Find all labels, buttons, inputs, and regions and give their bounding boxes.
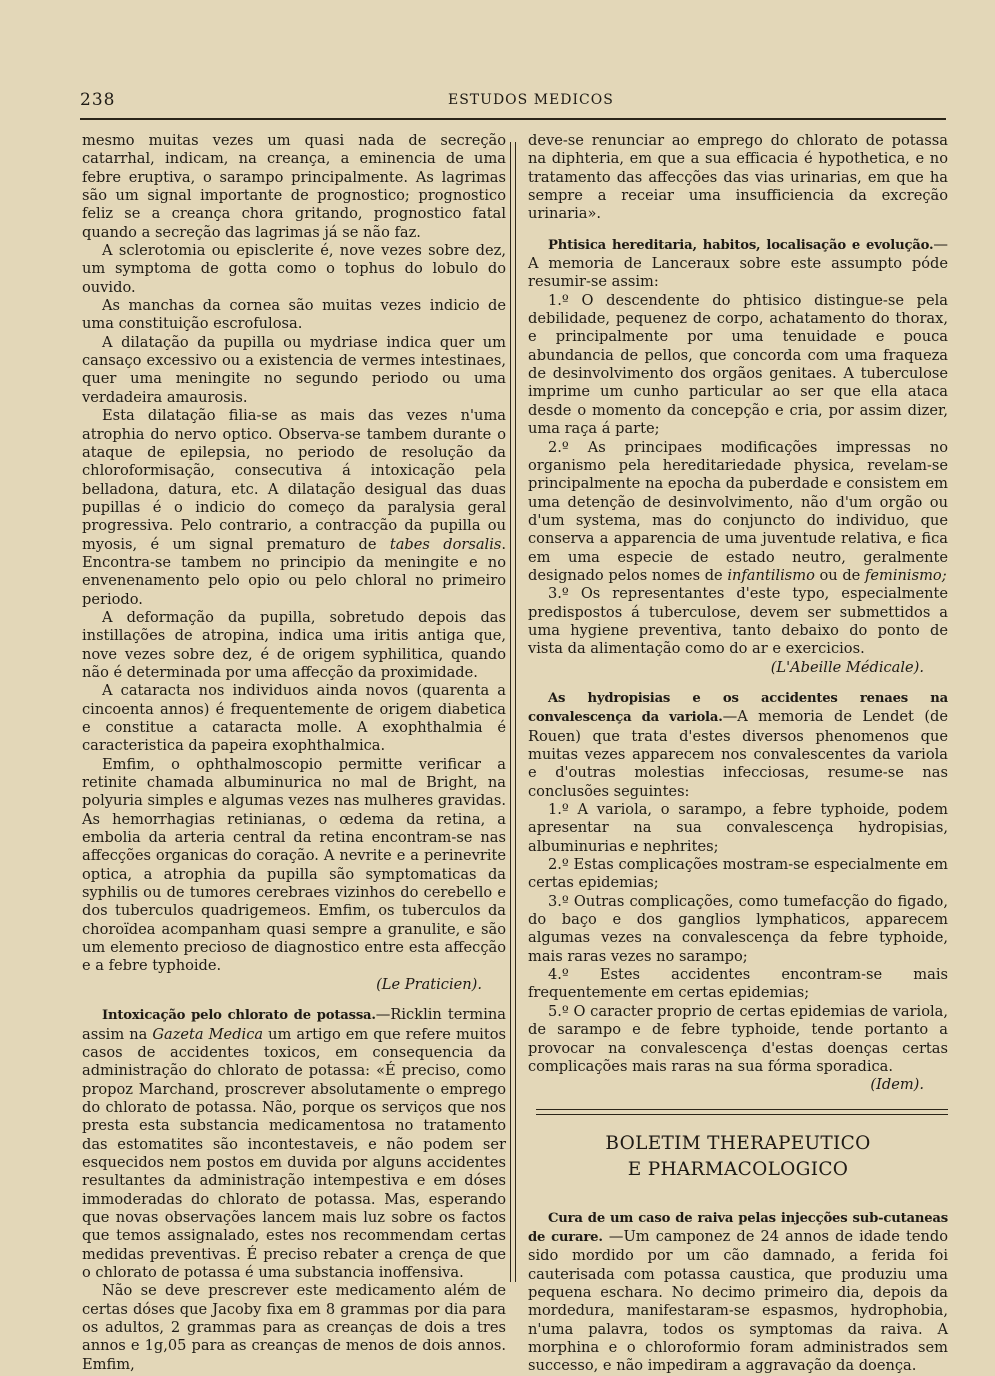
- paragraph: 2.º Estas complicações mostram-se especialmente em certas epidemias;: [528, 856, 948, 892]
- paragraph-text: —A memoria de Lanceraux sobre este assumpto póde resumir-se assim:: [528, 235, 948, 291]
- column-divider: [510, 142, 516, 1282]
- left-column: [82, 132, 506, 1374]
- header-rule: [80, 118, 946, 120]
- source-citation: (Le Praticien).: [376, 975, 482, 993]
- paragraph-text: 2.º As principaes modificações impressas no organismo pela hereditariedade physica, revelam-se principalmente na epocha da puberdade e consistem em uma detenção de desinvolvimento, não d'um orgão ou d'um systema, mas do conjuncto do individuo, que conserva a apparencia de uma juventude relativa, e fica em uma especie de estado neutro, geralmente designado pelos nomes de: [528, 438, 948, 584]
- paragraph-text: —Ricklin termina assim na: [82, 1006, 506, 1043]
- article-lead: Phtisica hereditaria, habitos, localisação e evolução.: [548, 237, 934, 253]
- paragraph: 1.º A variola, o sarampo, a febre typhoide, podem apresentar na sua convalescença hydropisias, albuminurias e nephrites;: [528, 801, 948, 855]
- paragraph: As manchas da cornea são muitas vezes indicio de uma constituição escrofulosa.: [82, 297, 506, 333]
- paragraph: [528, 1209, 948, 1376]
- section-header: [528, 1109, 948, 1209]
- article-lead: Intoxicação pelo chlorato de potassa.: [102, 1008, 376, 1024]
- paragraph-text: ou de: [819, 566, 861, 584]
- paragraph: 5.º O caracter proprio de certas epidemias de variola, de sarampo e de febre typhoide, tende portanto a provocar na convalescença d'estas doenças certas complicações mais raras na sua fórma sporadica.: [528, 1002, 948, 1075]
- section-title-line-2: E PHARMACOLOGICO: [627, 1158, 849, 1180]
- paragraph-text: Esta dilatação filia-se as mais das vezes n'uma atrophia do nervo optico. Observa-se tambem durante o ataque de epilepsia, no periodo de resolução da chloroformisação, consecutiva á intoxicação pela belladona, datura, etc. A dilatação desigual das duas pupillas é o indicio do começo da paralysia geral progressiva. Pelo contrario, a contracção da pupilla ou myosis, é um signal prematuro de: [82, 407, 506, 553]
- italic-term: tabes dorsalis: [389, 535, 502, 553]
- paragraph: deve-se renunciar ao emprego do chlorato de potassa na diphteria, em que a sua efficacia é hypothetica, e no tratamento das affecções das vias urinarias, em que ha sempre a receiar uma insufficiencia da excreção urinaria».: [528, 132, 948, 223]
- article-lead: As hydropisias e os accidentes renaes na convalescença da variola.: [528, 690, 948, 726]
- italic-term: infantilismo: [727, 566, 815, 584]
- article-lead: Cura de um caso de raiva pelas injecções sub-cutaneas de curare.: [528, 1210, 948, 1245]
- italic-term: Gazeta Medica: [152, 1025, 264, 1043]
- paragraph: mesmo muitas vezes um quasi nada de secreção catarrhal, indicam, na creança, a eminencia de uma febre eruptiva, o sarampo principalmente. As lagrimas são um signal importante de prognostico; prognostico feliz se a creança chora gritando, prognostico fatal quando a secreção das lagrimas já se não faz.: [82, 132, 506, 241]
- paragraph: 3.º Os representantes d'este typo, especialmente predispostos á tuberculose, devem ser submettidos a uma hygiene preventiva, tanto debaixo do ponto de vista da alimentação como do ar e exercicios.: [528, 585, 948, 658]
- source-citation: (L'Abeille Médicale).: [770, 658, 924, 676]
- paragraph: 4.º Estes accidentes encontram-se mais frequentemente em certas epidemias;: [528, 966, 948, 1002]
- paragraph: [82, 407, 506, 609]
- italic-term: feminismo;: [864, 566, 947, 584]
- page-header: [80, 86, 946, 114]
- paragraph: Emfim, o ophthalmoscopio permitte verificar a retinite chamada albuminurica no mal de Bright, na polyuria simples e algumas vezes nas mulheres gravidas. As hemorrhagias retinianas, o œdema da retina, a embolia da arteria central da retina encontram-se nas affecções organicas do coração. A nevrite e a perinevrite optica, a atrophia da pupilla são symptomaticas da syphilis ou de tumores cerebraes vizinhos do cerebello e dos tuberculos quadrigemeos. Emfim, os tuberculos da choroïdea acompanham quasi sempre a granulite, e são um elemento precioso de diagnostico entre esta affecção e a febre typhoide.: [82, 755, 506, 975]
- paragraph: 3.º Outras complicações, como tumefacção do figado, do baço e dos ganglios lymphaticos, apparecem algumas vezes na convalescença da febre typhoide, mais raras vezes no sarampo;: [528, 892, 948, 965]
- paragraph: Não se deve prescrever este medicamento além de certas dóses que Jacoby fixa em 8 grammas por dia para os adultos, 2 grammas para as creanças de dois a tres annos e 1g,05 para as creanças de menos de dois annos. Emfim,: [82, 1282, 506, 1373]
- section-title: [528, 1131, 948, 1183]
- paragraph-text: —A memoria de Lendet (de Rouen) que trata d'estes diversos phenomenos que muitas vezes apparecem nos convalescentes da variola e d'outras molestias infecciosas, resume-se nas conclusões seguintes:: [528, 708, 948, 800]
- right-column: [528, 132, 948, 1376]
- paragraph: 1.º O descendente do phtisico distingue-se pela debilidade, pequenez de corpo, achatamento do thorax, e principalmente por uma tenuidade e pouca abundancia de pellos, que concorda com uma fraqueza de desinvolvimento dos orgãos genitaes. A tuberculose imprime um cunho particular ao ser que ella ataca desde o momento da concepção e cria, por assim dizer, uma raça á parte;: [528, 291, 948, 438]
- double-rule: [536, 1109, 948, 1115]
- paragraph: A deformação da pupilla, sobretudo depois das instillações de atropina, indica uma iritis antiga que, nove vezes sobre dez, é de origem syphilitica, quando não é determinada por uma affecção da proximidade.: [82, 608, 506, 681]
- page-number: 238: [80, 90, 116, 110]
- paragraph-text: . Encontra-se tambem no principio da meningite e no envenenamento pelo opio ou pelo chloral no primeiro periodo.: [82, 535, 506, 608]
- paragraph: [528, 439, 948, 586]
- paragraph: A cataracta nos individuos ainda novos (quarenta a cincoenta annos) é frequentemente de origem diabetica e constitue a cataracta molle. A exophthalmia é caracteristica da papeira exophthalmica.: [82, 682, 506, 755]
- source-citation: (Idem).: [870, 1076, 924, 1094]
- paragraph: [82, 1006, 506, 1282]
- paragraph: A sclerotomia ou episclerite é, nove vezes sobre dez, um symptoma de gotta como o tophus do lobulo do ouvido.: [82, 242, 506, 296]
- paragraph: [528, 689, 948, 801]
- paragraph-text: um artigo em que refere muitos casos de accidentes toxicos, em consequencia da administração do chlorato de potassa: «É preciso, como propoz Marchand, proscrever absolutamente o emprego do chlorato de potassa. Não, porque os serviços que nos presta esta substancia medicamentosa no tratamento das estomatites são incontestaveis, e não podem ser esquecidos nem postos em duvida por alguns accidentes resultantes da administração intempestiva e em dóses immoderadas do chlorato de potassa. Mas, esperando que novas observações lancem mais luz sobre os factos que temos assignalado, estes nos recommendam certas medidas preventivas. É preciso rebater a crença de que o chlorato de potassa é uma substancia inoffensiva.: [82, 1025, 506, 1281]
- paragraph: [528, 236, 948, 292]
- paragraph: A dilatação da pupilla ou mydriase indica quer um cansaço excessivo ou a existencia de vermes intestinaes, quer uma meningite no segundo periodo ou uma verdadeira amaurosis.: [82, 333, 506, 406]
- running-title: ESTUDOS MEDICOS: [448, 92, 614, 108]
- paragraph-text: —Um camponez de 24 annos de idade tendo sido mordido por um cão damnado, a ferida foi cauterisada com potassa caustica, que produziu uma pequena eschara. No decimo primeiro dia, depois da mordedura, manifestaram-se espasmos, hydrophobia, n'uma palavra, todos os symptomas da raiva. A morphina e o chloroformio foram administrados sem successo, e não impediram a aggravação da doença.: [528, 1227, 949, 1375]
- section-title-line-1: BOLETIM THERAPEUTICO: [605, 1132, 871, 1154]
